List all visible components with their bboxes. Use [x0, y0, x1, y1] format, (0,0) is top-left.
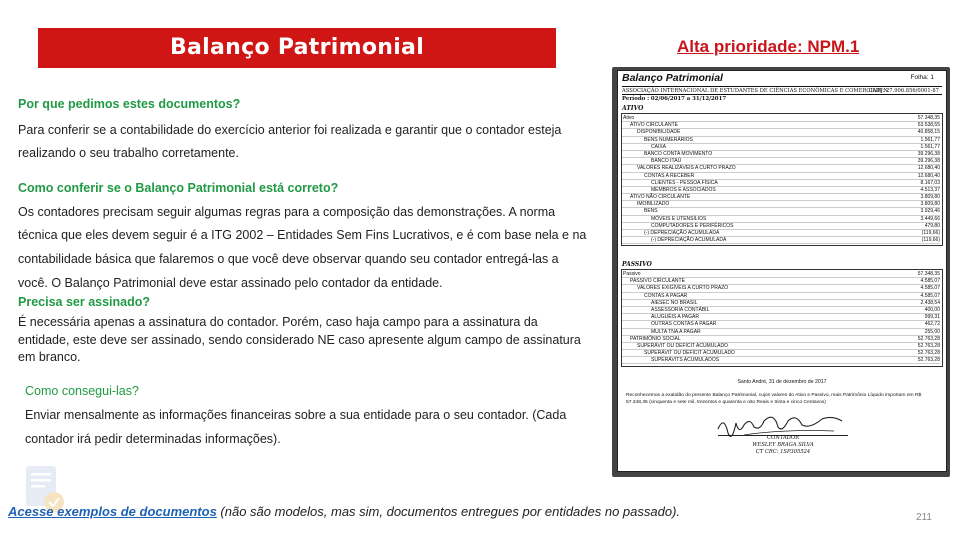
passivo-row	[622, 329, 940, 336]
passivo-row-value: 4.585,07	[920, 285, 940, 292]
passivo-row-label: VALORES EXIGÍVEIS A CURTO PRAZO	[637, 285, 729, 292]
ativo-row	[622, 129, 940, 136]
ativo-row-label: (-) DEPRECIAÇÃO ACUMULADA	[644, 230, 720, 236]
ativo-row	[622, 208, 940, 215]
ativo-row-label: Ativo	[623, 115, 635, 121]
ativo-row-value: (119,66)	[921, 230, 940, 236]
ativo-row	[622, 180, 940, 187]
document-entity	[622, 86, 942, 95]
ativo-row-value: 4.513,37	[920, 186, 940, 193]
passivo-row-label: AIESEC NO BRASIL	[651, 299, 698, 306]
check-line-3: contabilidade básica que falaremos o que você deve observar quando seu contador entregá-las a	[18, 252, 559, 266]
passivo-row-label: SUPERÁVIT OU DEFICIT ACUMULADO	[644, 350, 735, 357]
check-line-2: técnica que eles devem seguir é a ITG 2002 – Entidades Sem Fins Lucrativos, e é com base nela e na	[18, 228, 587, 242]
passivo-row-label: PASSIVO CIRCULANTE	[630, 278, 685, 285]
page-number: 211	[916, 512, 932, 523]
ativo-row	[622, 144, 940, 151]
how-line-2: contador irá pedir determinadas informações).	[25, 432, 281, 446]
passivo-row-value: 52.763,28	[917, 357, 940, 364]
passivo-row-value: 52.763,28	[917, 335, 940, 342]
ativo-row	[622, 201, 940, 208]
ativo-row	[622, 165, 940, 172]
passivo-row	[622, 285, 940, 292]
ativo-row-label: BENS NUMERÁRIOS	[644, 136, 693, 143]
ativo-row-value: 57.348,35	[917, 115, 940, 121]
signed-line-1: É necessária apenas a assinatura do contador. Porém, caso haja campo para a assinatura da	[18, 315, 538, 329]
ativo-row	[622, 137, 940, 144]
ativo-row-label: BANCO ITAÚ	[651, 158, 682, 165]
ativo-row	[622, 173, 940, 180]
ativo-row-value: 53.538,55	[917, 122, 940, 129]
check-line-4: você. O Balanço Patrimonial deve estar assinado pelo contador da entidade.	[18, 276, 443, 290]
page-title-banner	[38, 28, 556, 68]
examples-link[interactable]: Acesse exemplos de documentos	[8, 504, 217, 519]
ativo-row-label: COMPUTADORES E PERIFÉRICOS	[651, 222, 734, 229]
ativo-row-value: 3.449,66	[920, 215, 940, 222]
examples-note: (não são modelos, mas sim, documentos entregues por entidades no passado).	[216, 504, 681, 519]
ativo-row	[622, 223, 940, 230]
priority-label: Alta prioridade: NPM.1	[677, 37, 860, 56]
why-line-1: Para conferir se a contabilidade do exercício anterior foi realizada e garantir que o contador esteja	[18, 123, 562, 137]
ativo-row-value: 39.296,38	[917, 158, 940, 165]
ativo-row-value: 3.929,46	[920, 208, 940, 215]
ativo-row-value: 8.167,03	[920, 179, 940, 186]
ativo-row	[622, 122, 940, 129]
ativo-row-value: 1.561,77	[920, 136, 940, 143]
ativo-row-label: MÓVEIS E UTENSÍLIOS	[651, 215, 707, 222]
ativo-row-label: VALORES REALIZÁVEIS A CURTO PRAZO	[637, 165, 736, 172]
ativo-row-label: ATIVO NÃO CIRCULANTE	[630, 194, 691, 201]
ativo-row-value: 12.680,40	[917, 165, 940, 172]
ativo-row-label: IMOBILIZADO	[637, 201, 670, 208]
document-entity-name: ASSOCIAÇÃO INTERNACIONAL DE ESTUDANTES DE CIÊNCIAS ECONÔMICAS E COMERCIAIS N	[622, 88, 888, 94]
passivo-row-value: 52.763,28	[917, 342, 940, 349]
passivo-row-value: 52.763,28	[917, 350, 940, 357]
ativo-row-label: CLIENTES - PESSOA FÍSICA	[651, 179, 718, 186]
passivo-row-value: 57.348,35	[917, 271, 940, 277]
ativo-row-label: (-) DEPRECIAÇÃO ACUMULADA	[651, 237, 727, 244]
ativo-row	[622, 237, 940, 244]
passivo-row	[622, 321, 940, 328]
passivo-row-label: MULTA TNA A PAGAR	[651, 328, 701, 335]
passivo-row	[622, 271, 940, 278]
ativo-row-value: 12.680,40	[917, 172, 940, 179]
ativo-row-value: (119,66)	[921, 237, 940, 244]
ativo-row	[622, 216, 940, 223]
passivo-row-value: 4.585,07	[920, 292, 940, 299]
ativo-row	[622, 194, 940, 201]
signed-line-2: entidade, este deve ser assinado, sendo considerado NE caso apresente algum campo de assinatura	[18, 333, 581, 347]
passivo-row-label: SUPERÁVITS ACUMULADOS	[651, 357, 720, 364]
ativo-row-value: 479,80	[924, 222, 940, 229]
document-cnpj: CNPJ: 27.906.856/0001-87	[868, 88, 939, 94]
ativo-row-value: 1.561,77	[920, 143, 940, 150]
signer-crc: CT CRC: 1SP305524	[755, 449, 811, 455]
document-period: Período : 02/06/2017 a 31/12/2017	[622, 96, 727, 102]
passivo-row-label: PATRIMÔNIO SOCIAL	[630, 335, 681, 342]
signer-role: CONTADOR	[766, 435, 799, 441]
question-signed: Precisa ser assinado?	[18, 295, 151, 309]
passivo-row	[622, 314, 940, 321]
balance-sheet-document	[617, 70, 947, 472]
ativo-row-value: 39.296,38	[917, 150, 940, 157]
passivo-header: PASSIVO	[622, 261, 652, 268]
why-line-2: realizando o seu trabalho corretamente.	[18, 146, 239, 160]
ativo-row-label: BENS	[644, 208, 658, 215]
question-why: Por que pedimos estes documentos?	[18, 97, 241, 111]
passivo-row-label: SUPERÁVIT OU DEFICIT ACUMULADO	[637, 342, 728, 349]
passivo-row-value: 4.585,07	[920, 278, 940, 285]
ativo-row-value: 40.858,15	[917, 129, 940, 136]
ativo-row-label: CAIXA	[651, 143, 667, 150]
question-how: Como consegui-las?	[25, 384, 139, 398]
examples-footer	[8, 504, 680, 519]
document-title: Balanço Patrimonial	[622, 72, 723, 84]
ativo-row-label: CONTAS A RECEBER	[644, 172, 695, 179]
passivo-row	[622, 300, 940, 307]
ativo-header: ATIVO	[622, 105, 644, 112]
document-place-date: Santo André, 31 de dezembro de 2017	[737, 379, 827, 385]
ativo-row-value: 3.809,80	[920, 201, 940, 208]
passivo-row-value: 400,00	[924, 306, 940, 313]
passivo-row-value: 2.438,54	[920, 299, 940, 306]
passivo-row-label: ALUGUÉIS A PAGAR	[651, 314, 699, 321]
how-line-1: Enviar mensalmente as informações financeiras sobre a sua entidade para o seu contador. (Cada	[25, 408, 567, 422]
ativo-row-value: 3.809,80	[920, 194, 940, 201]
passivo-row-value: 462,72	[924, 321, 940, 328]
ativo-rows	[622, 115, 940, 244]
passivo-row	[622, 293, 940, 300]
passivo-rows	[622, 271, 940, 364]
passivo-row-value: 255,00	[924, 328, 940, 335]
passivo-row	[622, 336, 940, 343]
passivo-row-value: 999,31	[924, 314, 940, 321]
passivo-row-label: Passivo	[623, 271, 641, 277]
ativo-row	[622, 187, 940, 194]
passivo-row-label: ASSESSORIA CONTÁBIL	[651, 306, 710, 313]
passivo-row-label: OUTRAS CONTAS A PAGAR	[651, 321, 717, 328]
question-check: Como conferir se o Balanço Patrimonial está correto?	[18, 181, 339, 195]
signer-name: WESLEY BRAGA SILVA	[752, 442, 814, 448]
signed-line-3: em branco.	[18, 350, 81, 364]
document-recognition: Reconhecemos a exatidão do presente Balanço Patrimonial, cujos valores do Ativo e Passivo, mais Patrimônio Líquido importam em R$ 57.348,35 (cinquenta e sete mil, trezentos e quarenta e oito Reais e trinta e cinco Centavos)	[626, 393, 922, 405]
ativo-row-label: MEMBROS E ASSOCIADOS	[651, 186, 716, 193]
ativo-row-label: DISPONIBILIDADE	[637, 129, 681, 136]
ativo-row-label: ATIVO CIRCULANTE	[630, 122, 678, 129]
passivo-row-label: CONTAS A PAGAR	[644, 292, 688, 299]
ativo-row-label: BANCO CONTA MOVIMENTO	[644, 150, 713, 157]
ativo-row	[622, 115, 940, 122]
passivo-row	[622, 357, 940, 364]
check-line-1: Os contadores precisam seguir algumas regras para a composição das demonstrações. A norma	[18, 205, 556, 219]
passivo-row	[622, 343, 940, 350]
document-folha: Folha: 1	[910, 74, 934, 81]
page-title: Balanço Patrimonial	[169, 35, 425, 60]
